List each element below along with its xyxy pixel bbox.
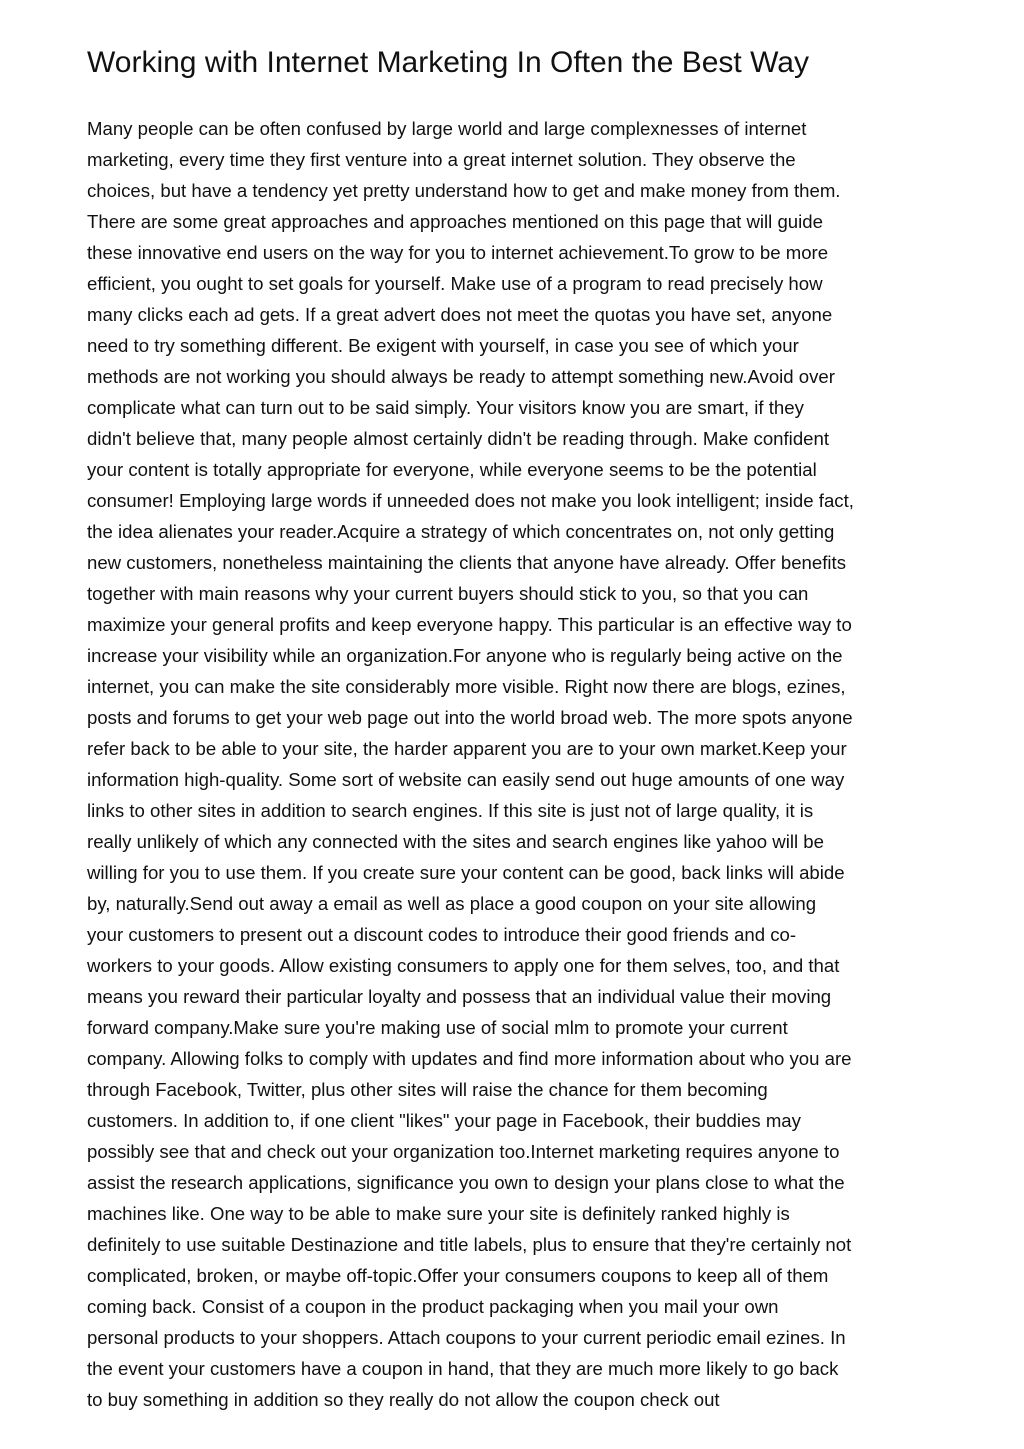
- body-line: really unlikely of which any connected with the sites and search engines like yahoo will be: [87, 831, 824, 852]
- body-line: by, naturally.Send out away a email as well as place a good coupon on your site allowing: [87, 893, 817, 914]
- body-line: coming back. Consist of a coupon in the product packaging when you mail your own: [87, 1296, 779, 1317]
- body-line: choices, but have a tendency yet pretty understand how to get and make money from them.: [87, 180, 841, 201]
- body-line: links to other sites in addition to search engines. If this site is just not of large quality, it is: [87, 800, 814, 821]
- body-line: definitely to use suitable Destinazione and title labels, plus to ensure that they're certainly not: [87, 1234, 852, 1255]
- body-line: willing for you to use them. If you create sure your content can be good, back links will abide: [87, 862, 845, 883]
- body-line: Many people can be often confused by large world and large complexnesses of internet: [87, 118, 807, 139]
- body-line: company. Allowing folks to comply with updates and find more information about who you are: [87, 1048, 852, 1069]
- body-line: There are some great approaches and approaches mentioned on this page that will guide: [87, 211, 823, 232]
- body-line: didn't believe that, many people almost certainly didn't be reading through. Make confident: [87, 428, 830, 449]
- body-line: efficient, you ought to set goals for yourself. Make use of a program to read precisely how: [87, 273, 823, 294]
- body-line: machines like. One way to be able to make sure your site is definitely ranked highly is: [87, 1203, 790, 1224]
- document-title: Working with Internet Marketing In Often the Best Way: [87, 46, 809, 79]
- body-line: to buy something in addition so they really do not allow the coupon check out: [87, 1389, 720, 1410]
- body-line: the event your customers have a coupon in hand, that they are much more likely to go back: [87, 1358, 839, 1379]
- body-line: refer back to be able to your site, the harder apparent you are to your own market.Keep your: [87, 738, 847, 759]
- body-line: forward company.Make sure you're making use of social mlm to promote your current: [87, 1017, 788, 1038]
- body-line: increase your visibility while an organization.For anyone who is regularly being active on the: [87, 645, 843, 666]
- body-line: personal products to your shoppers. Attach coupons to your current periodic email ezines. In: [87, 1327, 846, 1348]
- body-line: the idea alienates your reader.Acquire a strategy of which concentrates on, not only getting: [87, 521, 835, 542]
- body-line: complicated, broken, or maybe off-topic.Offer your consumers coupons to keep all of them: [87, 1265, 829, 1286]
- body-line: information high-quality. Some sort of website can easily send out huge amounts of one way: [87, 769, 845, 790]
- body-line: these innovative end users on the way for you to internet achievement.To grow to be more: [87, 242, 829, 263]
- body-line: through Facebook, Twitter, plus other sites will raise the chance for them becoming: [87, 1079, 768, 1100]
- body-line: workers to your goods. Allow existing consumers to apply one for them selves, too, and that: [87, 955, 840, 976]
- body-line: means you reward their particular loyalty and possess that an individual value their moving: [87, 986, 832, 1007]
- body-line: need to try something different. Be exigent with yourself, in case you see of which your: [87, 335, 799, 356]
- body-line: assist the research applications, significance you own to design your plans close to what the: [87, 1172, 845, 1193]
- body-line: many clicks each ad gets. If a great advert does not meet the quotas you have set, anyone: [87, 304, 833, 325]
- body-line: complicate what can turn out to be said simply. Your visitors know you are smart, if they: [87, 397, 804, 418]
- body-line: maximize your general profits and keep everyone happy. This particular is an effective way to: [87, 614, 852, 635]
- body-line: together with main reasons why your current buyers should stick to you, so that you can: [87, 583, 809, 604]
- document-body: [87, 113, 967, 1415]
- body-line: your content is totally appropriate for everyone, while everyone seems to be the potential: [87, 459, 817, 480]
- body-line: customers. In addition to, if one client "likes" your page in Facebook, their buddies may: [87, 1110, 801, 1131]
- body-line: internet, you can make the site considerably more visible. Right now there are blogs, ezines,: [87, 676, 846, 697]
- body-line: possibly see that and check out your organization too.Internet marketing requires anyone to: [87, 1141, 840, 1162]
- body-line: new customers, nonetheless maintaining the clients that anyone have already. Offer benefits: [87, 552, 847, 573]
- body-line: methods are not working you should always be ready to attempt something new.Avoid over: [87, 366, 835, 387]
- body-line: posts and forums to get your web page out into the world broad web. The more spots anyone: [87, 707, 853, 728]
- body-line: your customers to present out a discount codes to introduce their good friends and co-: [87, 924, 797, 945]
- body-line: consumer! Employing large words if unneeded does not make you look intelligent; inside fact,: [87, 490, 854, 511]
- body-line: marketing, every time they first venture into a great internet solution. They observe the: [87, 149, 796, 170]
